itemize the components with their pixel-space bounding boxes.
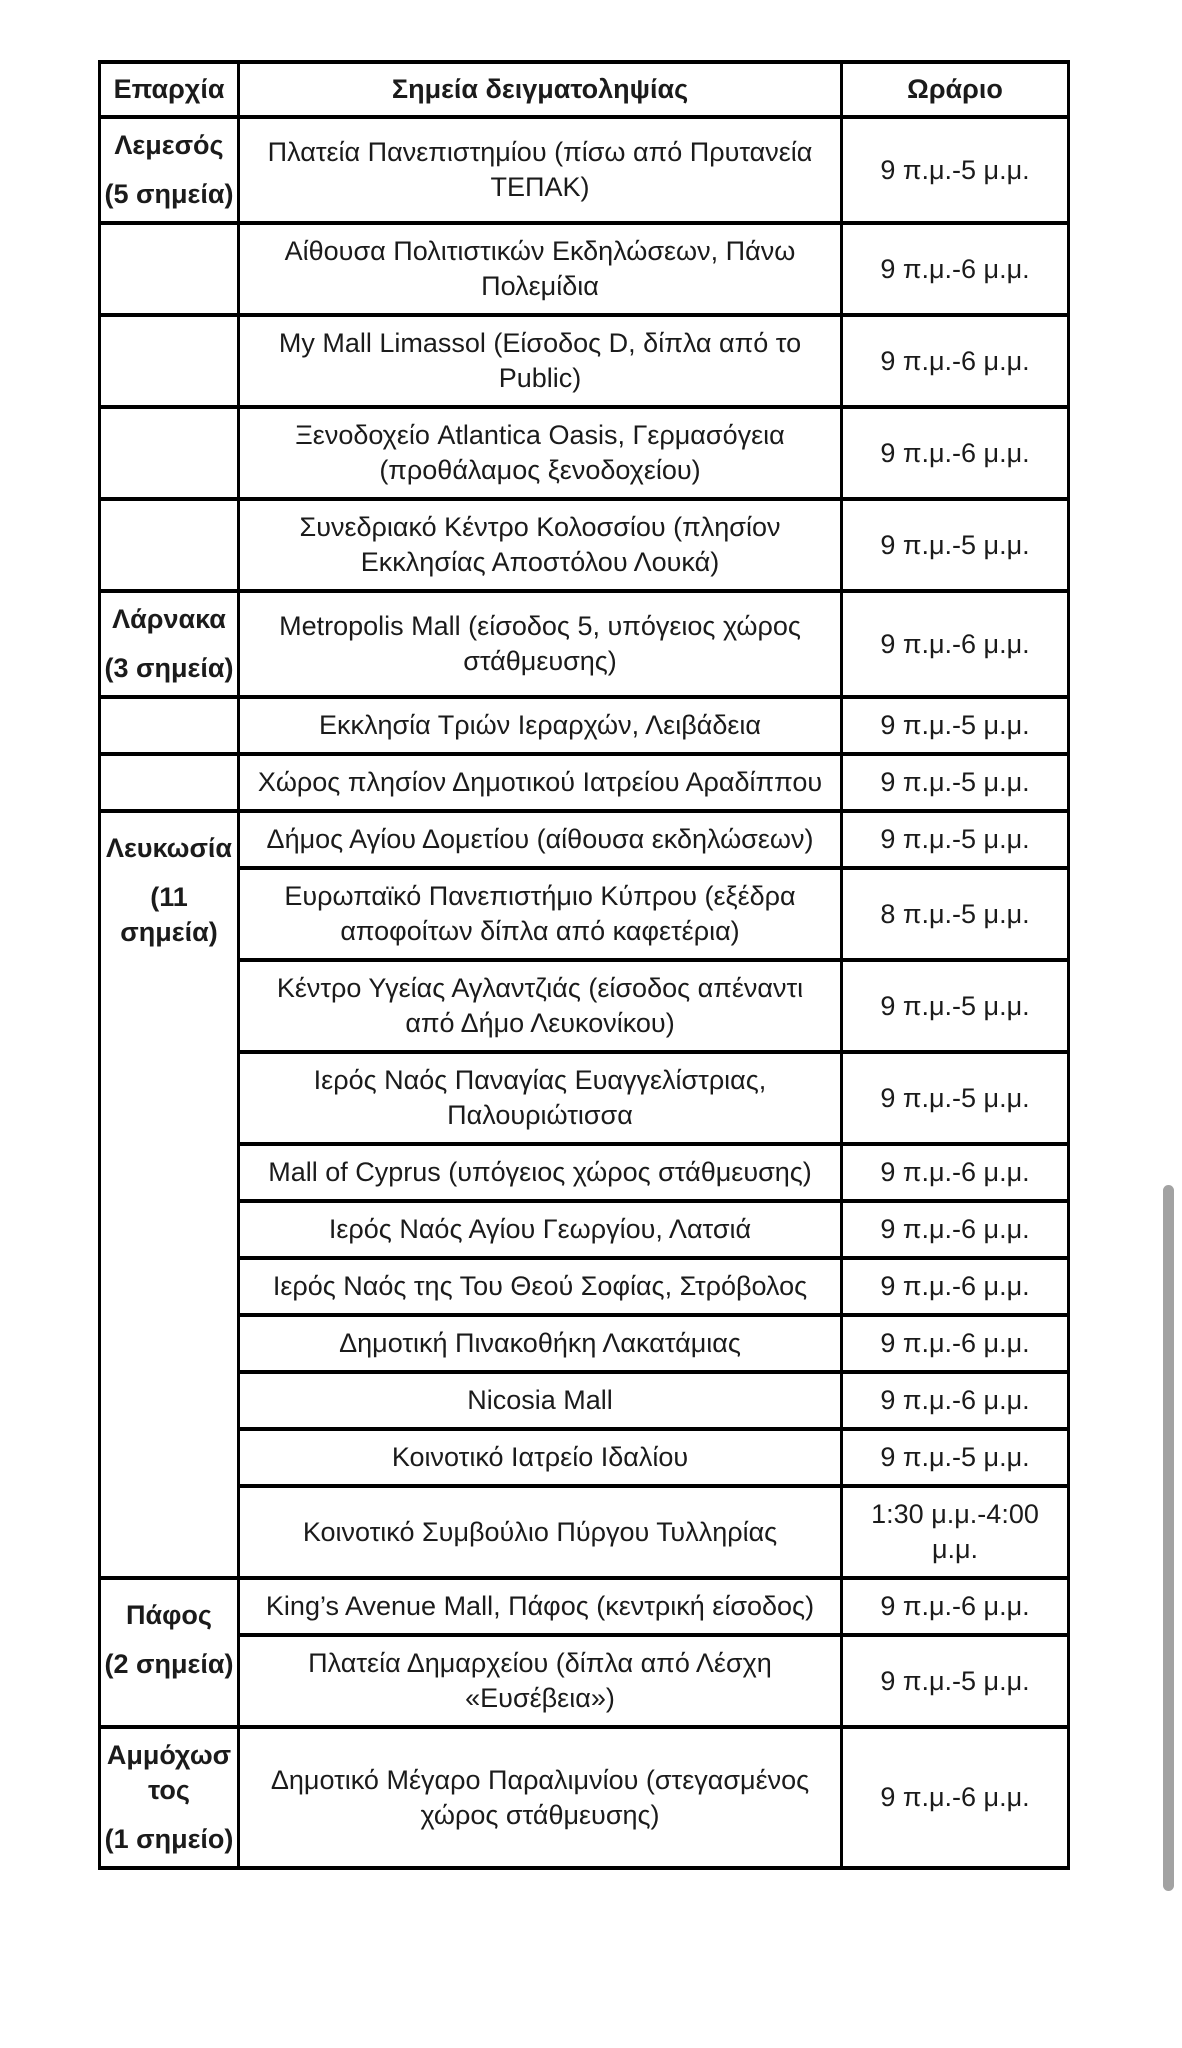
province-name: Αμμόχωστος bbox=[106, 1740, 232, 1805]
province-cell-empty bbox=[100, 223, 239, 315]
hours-cell: 9 π.μ.-6 μ.μ. bbox=[842, 407, 1069, 499]
table-row bbox=[100, 1052, 1069, 1144]
hours-cell: 9 π.μ.-5 μ.μ. bbox=[842, 1635, 1069, 1727]
province-count: (2 σημεία) bbox=[104, 1649, 234, 1679]
location-cell: Χώρος πλησίον Δημοτικού Ιατρείου Αραδίππου bbox=[239, 754, 842, 811]
table-row bbox=[100, 1727, 1069, 1868]
hours-cell: 9 π.μ.-5 μ.μ. bbox=[842, 754, 1069, 811]
location-cell: Δήμος Αγίου Δομετίου (αίθουσα εκδηλώσεων) bbox=[239, 811, 842, 868]
hours-cell: 9 π.μ.-6 μ.μ. bbox=[842, 1727, 1069, 1868]
table-row bbox=[100, 1144, 1069, 1201]
location-cell: Ιερός Ναός Παναγίας Ευαγγελίστριας, Παλουριώτισσα bbox=[239, 1052, 842, 1144]
hours-cell: 9 π.μ.-6 μ.μ. bbox=[842, 1258, 1069, 1315]
column-header-sampling-points: Σημεία δειγματοληψίας bbox=[239, 62, 842, 117]
hours-cell: 9 π.μ.-6 μ.μ. bbox=[842, 1372, 1069, 1429]
location-cell: Εκκλησία Τριών Ιεραρχών, Λειβάδεια bbox=[239, 697, 842, 754]
hours-cell: 9 π.μ.-5 μ.μ. bbox=[842, 499, 1069, 591]
location-cell: Ιερός Ναός της Του Θεού Σοφίας, Στρόβολος bbox=[239, 1258, 842, 1315]
header-row bbox=[100, 62, 1069, 117]
sampling-points-table bbox=[98, 60, 1070, 1870]
location-cell: Ιερός Ναός Αγίου Γεωργίου, Λατσιά bbox=[239, 1201, 842, 1258]
vertical-scrollbar-thumb[interactable] bbox=[1163, 1185, 1174, 1891]
hours-cell: 9 π.μ.-6 μ.μ. bbox=[842, 1201, 1069, 1258]
table-row bbox=[100, 499, 1069, 591]
province-cell bbox=[100, 811, 239, 1578]
province-cell-empty bbox=[100, 754, 239, 811]
table-row bbox=[100, 1578, 1069, 1635]
province-cell-empty bbox=[100, 499, 239, 591]
province-count: (3 σημεία) bbox=[104, 653, 234, 683]
province-count: (5 σημεία) bbox=[104, 179, 234, 209]
column-header-hours: Ωράριο bbox=[842, 62, 1069, 117]
table-row bbox=[100, 754, 1069, 811]
table-row bbox=[100, 1486, 1069, 1578]
table-row bbox=[100, 591, 1069, 697]
column-header-province: Επαρχία bbox=[100, 62, 239, 117]
table-row bbox=[100, 811, 1069, 868]
location-cell: Κοινοτικό Ιατρείο Ιδαλίου bbox=[239, 1429, 842, 1486]
location-cell: Δημοτική Πινακοθήκη Λακατάμιας bbox=[239, 1315, 842, 1372]
location-cell: Ξενοδοχείο Atlantica Oasis, Γερμασόγεια (προθάλαμος ξενοδοχείου) bbox=[239, 407, 842, 499]
province-name: Λάρνακα bbox=[112, 604, 226, 634]
location-cell: Κέντρο Υγείας Αγλαντζιάς (είσοδος απέναντι από Δήμο Λευκονίκου) bbox=[239, 960, 842, 1052]
province-name: Λεμεσός bbox=[114, 130, 224, 160]
province-cell bbox=[100, 1727, 239, 1868]
province-name: Πάφος bbox=[126, 1600, 212, 1630]
hours-cell: 9 π.μ.-6 μ.μ. bbox=[842, 591, 1069, 697]
location-cell: King’s Avenue Mall, Πάφος (κεντρική είσοδος) bbox=[239, 1578, 842, 1635]
table-row bbox=[100, 1315, 1069, 1372]
province-cell bbox=[100, 591, 239, 697]
table-row bbox=[100, 868, 1069, 960]
hours-cell: 8 π.μ.-5 μ.μ. bbox=[842, 868, 1069, 960]
table-row bbox=[100, 960, 1069, 1052]
table-row bbox=[100, 223, 1069, 315]
province-cell bbox=[100, 117, 239, 223]
location-cell: My Mall Limassol (Είσοδος D, δίπλα από το Public) bbox=[239, 315, 842, 407]
table-row bbox=[100, 1635, 1069, 1727]
table-row bbox=[100, 1258, 1069, 1315]
location-cell: Κοινοτικό Συμβούλιο Πύργου Τυλληρίας bbox=[239, 1486, 842, 1578]
province-cell-empty bbox=[100, 407, 239, 499]
table-row bbox=[100, 1372, 1069, 1429]
hours-cell: 9 π.μ.-5 μ.μ. bbox=[842, 811, 1069, 868]
location-cell: Πλατεία Πανεπιστημίου (πίσω από Πρυτανεία ΤΕΠΑΚ) bbox=[239, 117, 842, 223]
hours-cell: 9 π.μ.-6 μ.μ. bbox=[842, 315, 1069, 407]
hours-cell: 9 π.μ.-6 μ.μ. bbox=[842, 1315, 1069, 1372]
table-row bbox=[100, 117, 1069, 223]
province-count: (1 σημείο) bbox=[104, 1824, 234, 1854]
hours-cell: 9 π.μ.-6 μ.μ. bbox=[842, 1144, 1069, 1201]
province-cell-empty bbox=[100, 697, 239, 754]
table-row bbox=[100, 697, 1069, 754]
hours-cell: 9 π.μ.-5 μ.μ. bbox=[842, 117, 1069, 223]
location-cell: Αίθουσα Πολιτιστικών Εκδηλώσεων, Πάνω Πολεμίδια bbox=[239, 223, 842, 315]
location-cell: Συνεδριακό Κέντρο Κολοσσίου (πλησίον Εκκλησίας Αποστόλου Λουκά) bbox=[239, 499, 842, 591]
location-cell: Nicosia Mall bbox=[239, 1372, 842, 1429]
province-cell bbox=[100, 1578, 239, 1727]
location-cell: Mall of Cyprus (υπόγειος χώρος στάθμευσης) bbox=[239, 1144, 842, 1201]
hours-cell: 1:30 μ.μ.-4:00 μ.μ. bbox=[842, 1486, 1069, 1578]
province-count: (11 σημεία) bbox=[120, 882, 218, 947]
hours-cell: 9 π.μ.-5 μ.μ. bbox=[842, 1429, 1069, 1486]
hours-cell: 9 π.μ.-5 μ.μ. bbox=[842, 960, 1069, 1052]
hours-cell: 9 π.μ.-5 μ.μ. bbox=[842, 697, 1069, 754]
location-cell: Metropolis Mall (είσοδος 5, υπόγειος χώρος στάθμευσης) bbox=[239, 591, 842, 697]
province-name: Λευκωσία bbox=[105, 833, 233, 863]
table-row bbox=[100, 1429, 1069, 1486]
hours-cell: 9 π.μ.-6 μ.μ. bbox=[842, 223, 1069, 315]
hours-cell: 9 π.μ.-6 μ.μ. bbox=[842, 1578, 1069, 1635]
hours-cell: 9 π.μ.-5 μ.μ. bbox=[842, 1052, 1069, 1144]
table-row bbox=[100, 1201, 1069, 1258]
location-cell: Ευρωπαϊκό Πανεπιστήμιο Κύπρου (εξέδρα αποφοίτων δίπλα από καφετέρια) bbox=[239, 868, 842, 960]
table-row bbox=[100, 407, 1069, 499]
location-cell: Πλατεία Δημαρχείου (δίπλα από Λέσχη «Ευσέβεια») bbox=[239, 1635, 842, 1727]
province-cell-empty bbox=[100, 315, 239, 407]
table-row bbox=[100, 315, 1069, 407]
location-cell: Δημοτικό Μέγαρο Παραλιμνίου (στεγασμένος χώρος στάθμευσης) bbox=[239, 1727, 842, 1868]
